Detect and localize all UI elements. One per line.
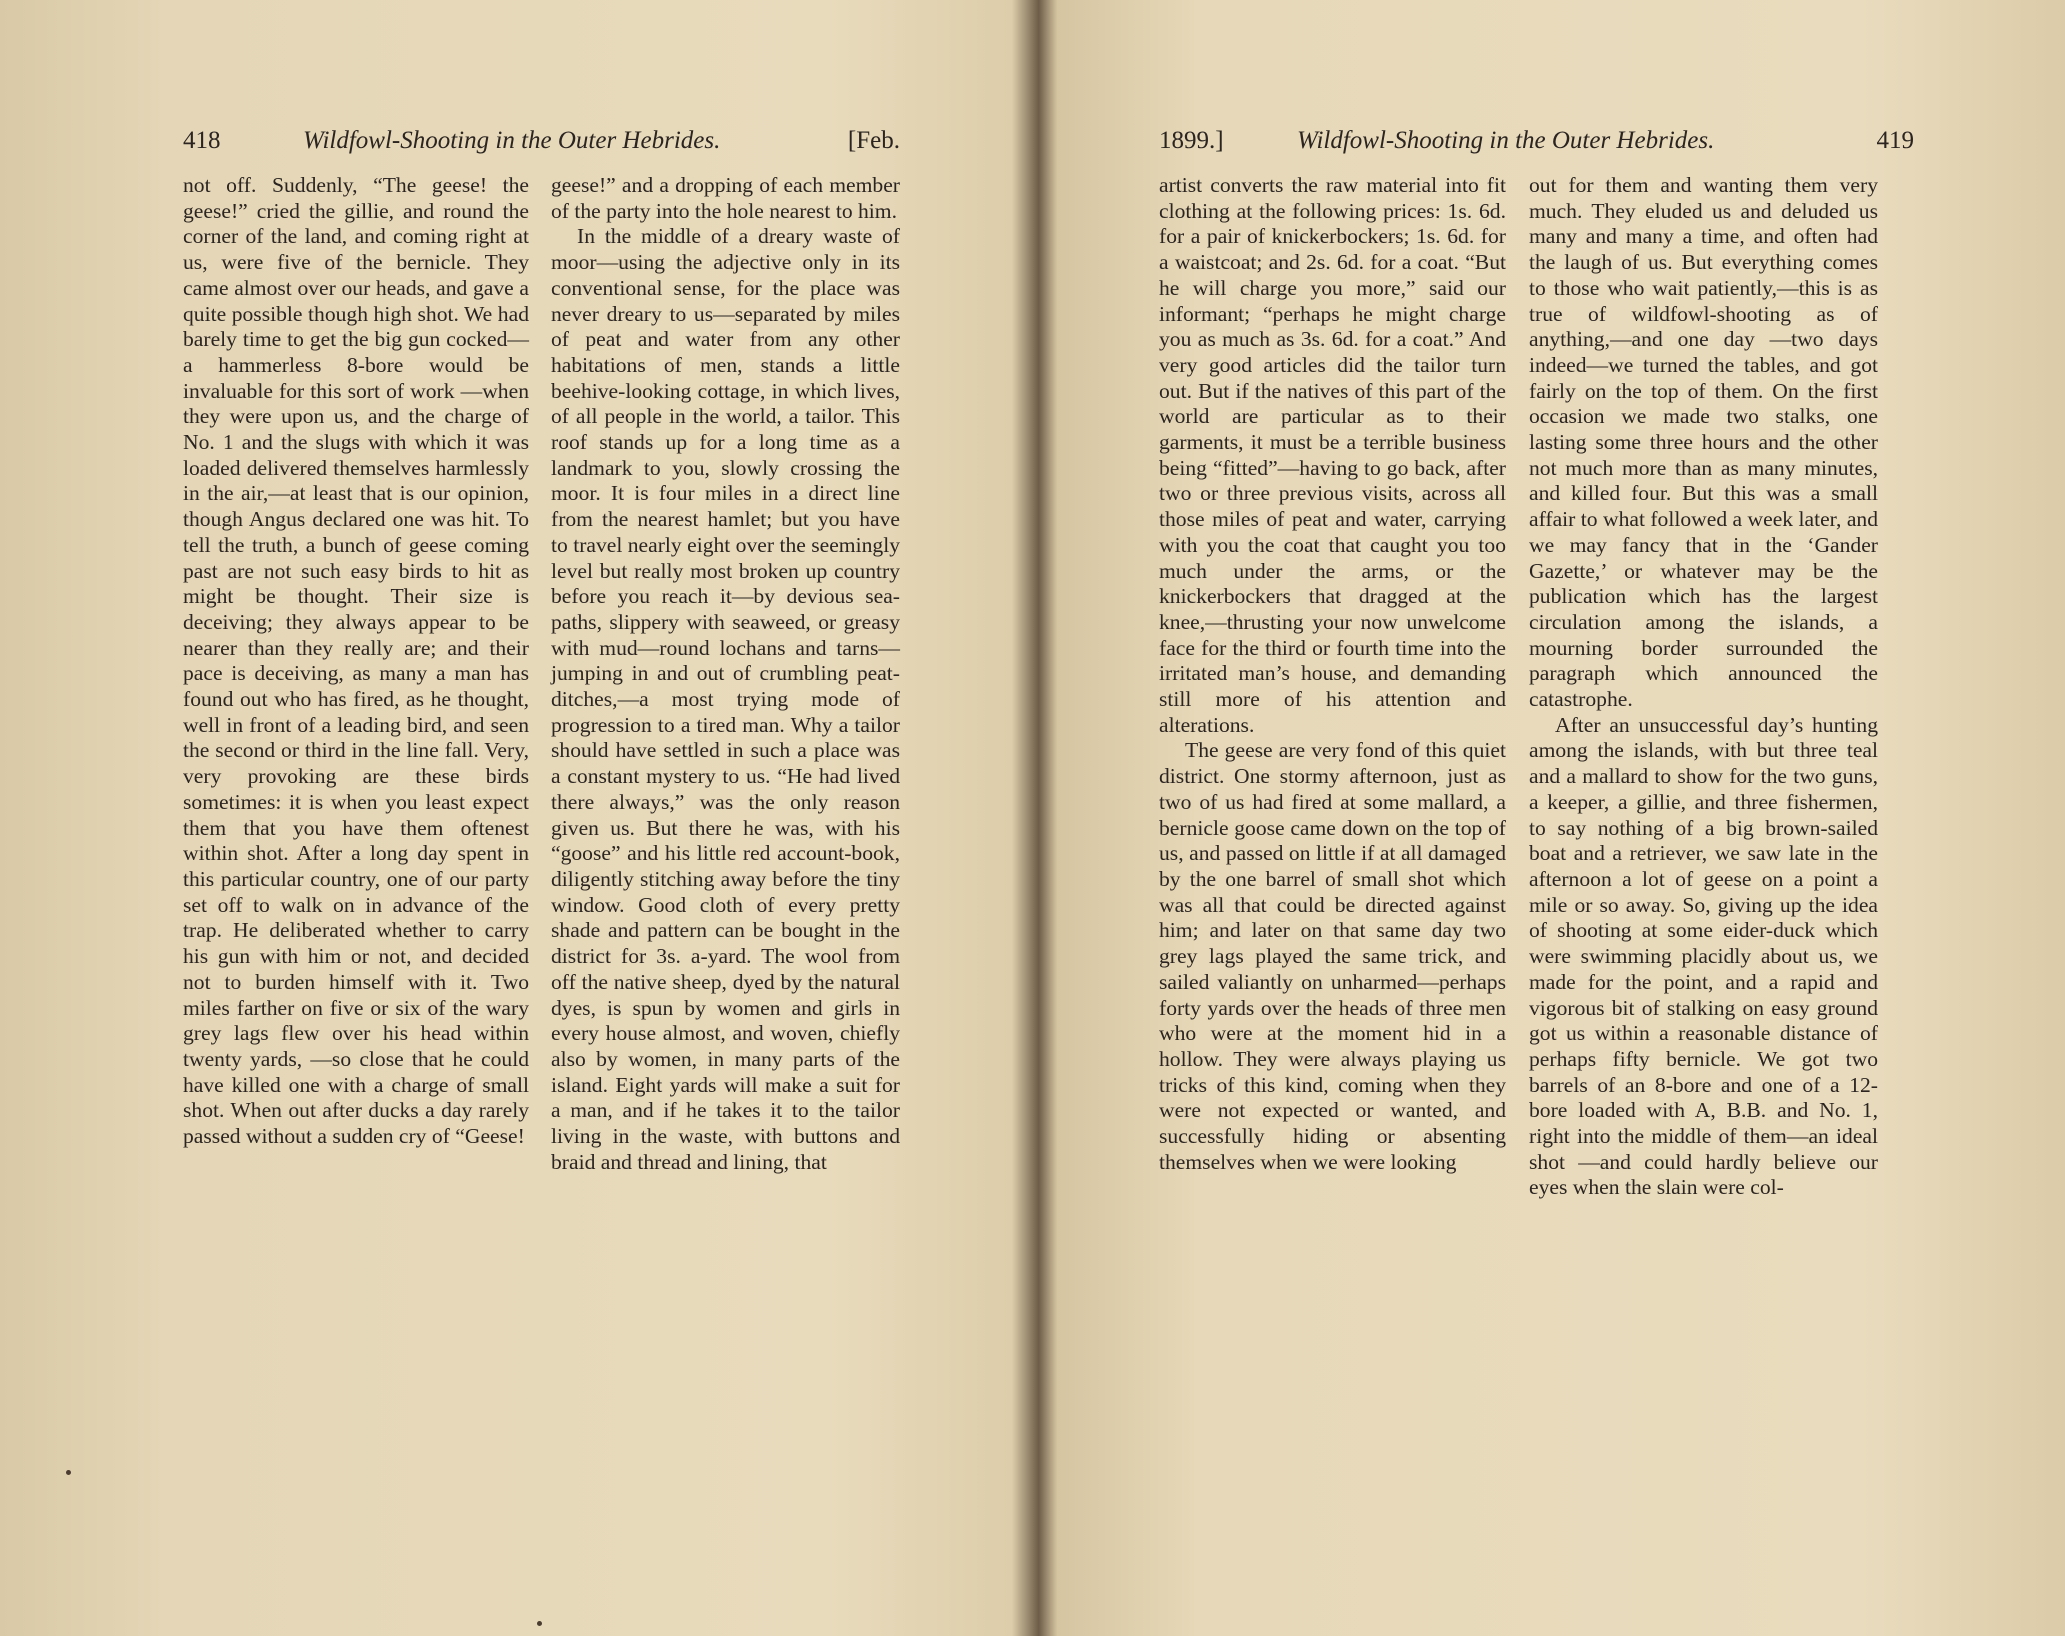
print-speck [66, 1470, 71, 1475]
right-page [1040, 0, 2065, 1636]
running-date: 1899.] [1159, 127, 1224, 154]
left-page-column-1 [183, 173, 529, 1150]
page-number: 418 [183, 127, 221, 154]
left-page [0, 0, 1020, 1636]
paragraph: out for them and wanting them very much. They eluded us and deluded us many and many a time, and often had the laugh of us. But everything comes to those who wait patiently,—this is as true of wildfowl-shooting as of anything,—and one day —two days indeed—we turned the tables, and got fairly on the top of them. On the first occasion we made two stalks, one lasting some three hours and the other not much more than as many minutes, and killed four. But this was a small affair to what followed a week later, and we may fancy that in the ‘Gander Gazette,’ or whatever may be the publication which has the largest circulation among the islands, a mourning border surrounded the paragraph which announced the catastrophe. [1529, 173, 1878, 712]
right-page-column-2 [1529, 173, 1878, 1201]
running-date: [Feb. [847, 127, 900, 154]
paragraph: artist converts the raw material into fit clothing at the following prices: 1s. 6d. for a pair of knickerbockers; 1s. 6d. for a waistcoat; and 2s. 6d. for a coat. “But he will charge you more,” said our informant; “perhaps he might charge you as much as 3s. 6d. for a coat.” And very good articles did the tailor turn out. But if the natives of this part of the world are particular as to their garments, it must be a terrible business being “fitted”—having to go back, after two or three previous visits, across all those miles of peat and water, carrying with you the coat that caught you too much under the arms, or the knickerbockers that dragged at the knee,—thrusting your now unwelcome face for the third or fourth time into the irritated man’s house, and demanding still more of his attention and alterations. [1159, 173, 1506, 737]
paragraph: The geese are very fond of this quiet district. One stormy afternoon, just as two of us had fired at some mallard, a bernicle goose came down on the top of us, and passed on little if at all damaged by the one barrel of small shot which was all that could be directed against him; and later on that same day two grey lags played the same trick, and sailed valiantly on unharmed—perhaps forty yards over the heads of three men who were at the moment hid in a hollow. They were always playing us tricks of this kind, coming when they were not expected or wanted, and successfully hiding or absenting themselves when we were looking [1159, 738, 1506, 1174]
right-page-column-1 [1159, 173, 1506, 1175]
print-speck [537, 1621, 542, 1626]
left-page-column-2 [551, 173, 900, 1175]
left-running-head [183, 124, 900, 158]
right-running-head [1159, 124, 1914, 158]
page-number: 419 [1876, 127, 1914, 154]
paragraph: geese!” and a dropping of each member of the party into the hole nearest to him. [551, 173, 900, 223]
paragraph: In the middle of a dreary waste of moor—using the adjective only in its conventional sense, for the place was never dreary to us—separated by miles of peat and water from any other habitations of men, stands a little beehive-looking cottage, in which lives, of all people in the world, a tailor. This roof stands up for a long time as a landmark to you, slowly crossing the moor. It is four miles in a direct line from the nearest hamlet; but you have to travel nearly eight over the seemingly level but really most broken up country before you reach it—by devious sea-paths, slippery with seaweed, or greasy with mud—round lochans and tarns—jumping in and out of crumbling peat-ditches,—a most trying mode of progression to a tired man. Why a tailor should have settled in such a place was a constant mystery to us. “He had lived there always,” was the only reason given us. But there he was, with his “goose” and his little red account-book, diligently stitching away before the tiny window. Good cloth of every pretty shade and pattern can be bought in the district for 3s. a-yard. The wool from off the native sheep, dyed by the natural dyes, is spun by women and girls in every house almost, and woven, chiefly also by women, in many parts of the island. Eight yards will make a suit for a man, and if he takes it to the tailor living in the waste, with buttons and braid and thread and lining, that [551, 224, 900, 1174]
paragraph: After an unsuccessful day’s hunting among the islands, with but three teal and a mallard to show for the two guns, a keeper, a gillie, and three fishermen, to say nothing of a big brown-sailed boat and a retriever, we saw late in the afternoon a lot of geese on a point a mile or so away. So, giving up the idea of shooting at some eider-duck which were swimming placidly about us, we made for the point, and a rapid and vigorous bit of stalking on easy ground got us within a reasonable distance of perhaps fifty bernicle. We got two barrels of an 8-bore and one of a 12-bore loaded with A, B.B. and No. 1, right into the middle of them—an ideal shot —and could hardly believe our eyes when the slain were col- [1529, 712, 1878, 1200]
running-title: Wildfowl-Shooting in the Outer Hebrides. [1297, 127, 1715, 154]
paragraph: not off. Suddenly, “The geese! the geese!” cried the gillie, and round the corner of the land, and coming right at us, were five of the bernicle. They came almost over our heads, and gave a quite possible though high shot. We had barely time to get the big gun cocked—a hammerless 8-bore would be invaluable for this sort of work —when they were upon us, and the charge of No. 1 and the slugs with which it was loaded delivered themselves harmlessly in the air,—at least that is our opinion, though Angus declared one was hit. To tell the truth, a bunch of geese coming past are not such easy birds to hit as might be thought. Their size is deceiving; they always appear to be nearer than they really are; and their pace is deceiving, as many a man has found out who has fired, as he thought, well in front of a leading bird, and seen the second or third in the line fall. Very, very provoking are these birds sometimes: it is when you least expect them that you have them oftenest within shot. After a long day spent in this particular country, one of our party set off to walk on in advance of the trap. He deliberated whether to carry his gun with him or not, and decided not to burden himself with it. Two miles farther on five or six of the wary grey lags flew over his head within twenty yards, —so close that he could have killed one with a charge of small shot. When out after ducks a day rarely passed without a sudden cry of “Geese! [183, 173, 529, 1149]
running-title: Wildfowl-Shooting in the Outer Hebrides. [303, 127, 721, 154]
